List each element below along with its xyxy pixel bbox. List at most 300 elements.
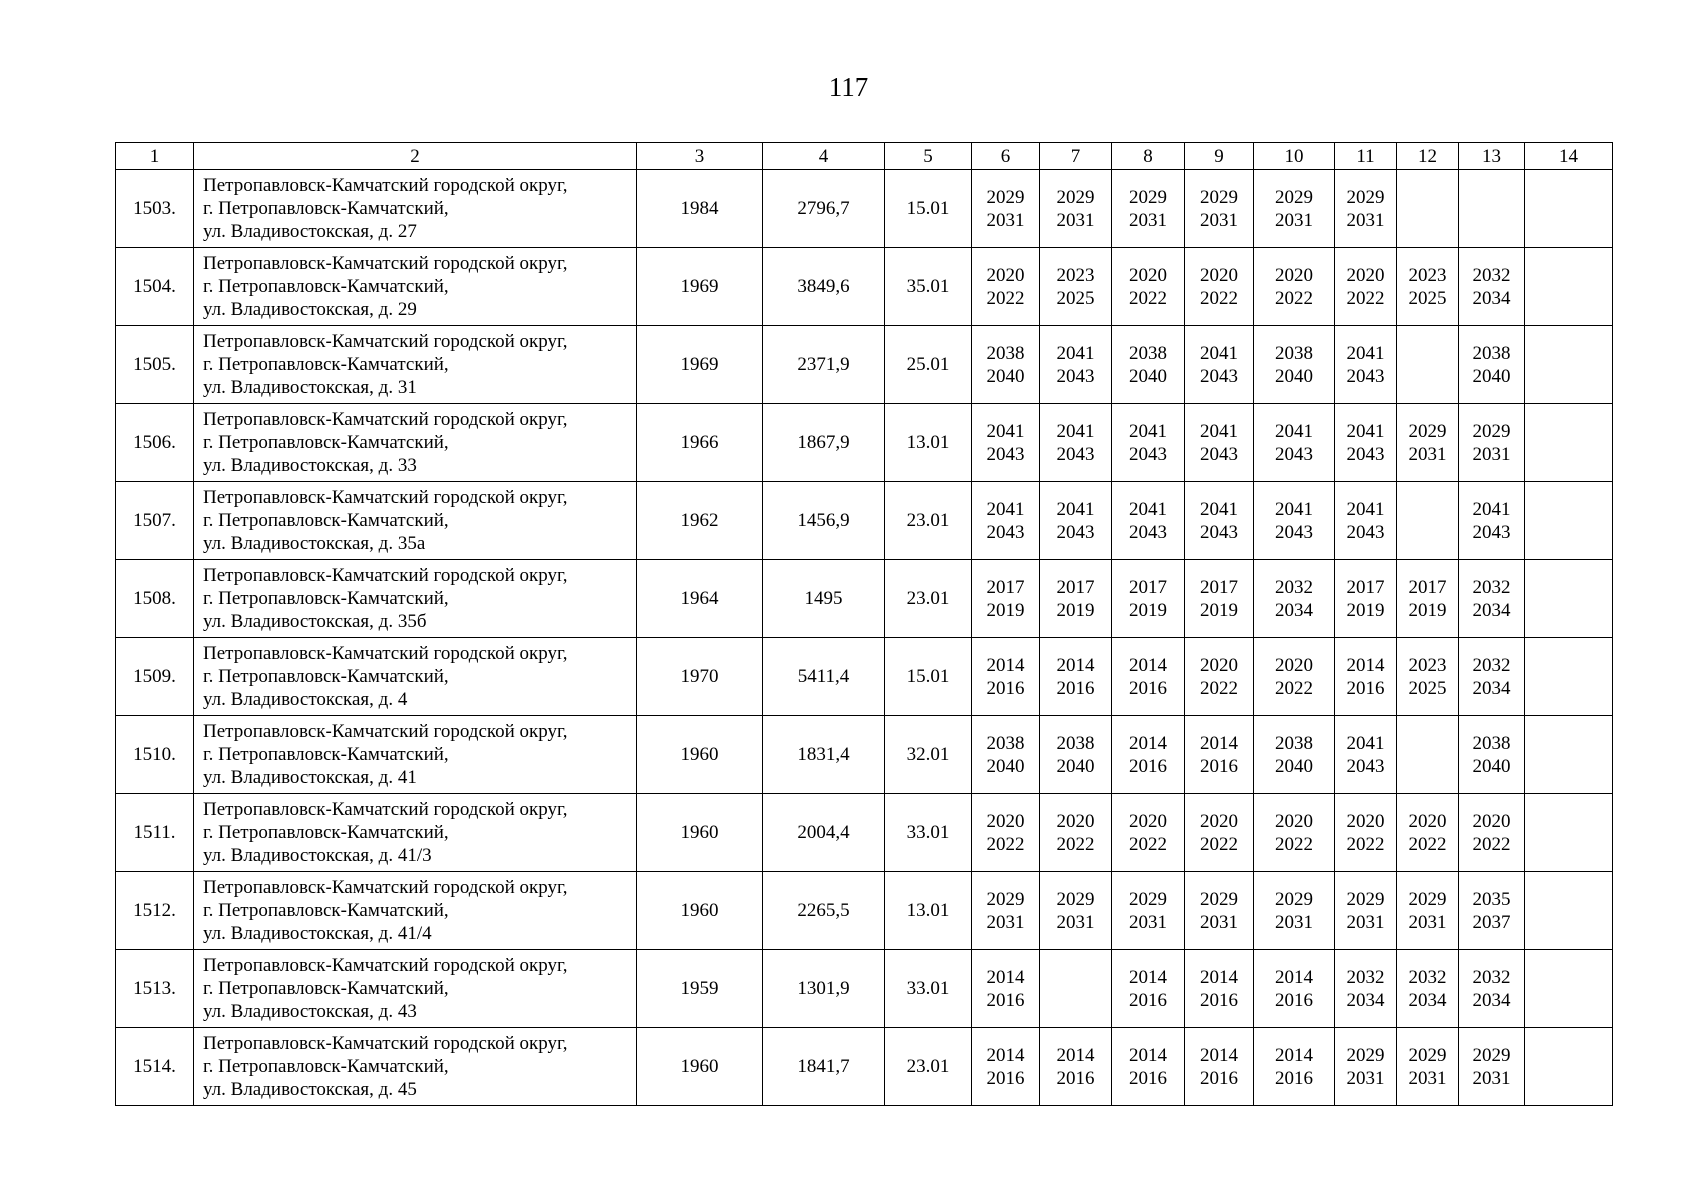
period-cell (1397, 248, 1459, 326)
period-end: 2031 (1346, 1067, 1385, 1089)
period-start: 2038 (986, 732, 1025, 754)
period-start: 2032 (1472, 966, 1511, 988)
period-start: 2038 (1056, 732, 1095, 754)
period-cell (1525, 170, 1613, 248)
period-cell (1335, 794, 1397, 872)
period-end: 2016 (1275, 989, 1313, 1011)
address-cell (194, 404, 637, 482)
period-end: 2034 (1472, 599, 1511, 621)
row-number: 1504. (116, 248, 194, 326)
period-end: 2025 (1056, 287, 1095, 309)
table-row (116, 560, 1613, 638)
period-end: 2031 (1275, 911, 1313, 933)
period-cell (1112, 1028, 1185, 1106)
period-end: 2043 (1346, 755, 1385, 777)
column-header: 3 (637, 143, 763, 170)
period-cell (1335, 560, 1397, 638)
code-cell: 35.01 (885, 248, 972, 326)
area-cell: 1301,9 (763, 950, 885, 1028)
period-cell (972, 794, 1040, 872)
period-start: 2020 (986, 810, 1025, 832)
period-cell (1254, 404, 1335, 482)
period-end: 2025 (1408, 677, 1447, 699)
period-cell (1185, 950, 1254, 1028)
period-cell (1254, 872, 1335, 950)
period-cell (972, 950, 1040, 1028)
period-start: 2017 (986, 576, 1025, 598)
period-start: 2029 (1408, 420, 1447, 442)
period-end: 2043 (1200, 443, 1238, 465)
period-end: 2022 (1275, 833, 1313, 855)
period-cell (972, 716, 1040, 794)
period-start: 2038 (1275, 342, 1313, 364)
address-line: ул. Владивостокская, д. 29 (203, 299, 417, 320)
period-start: 2023 (1056, 264, 1095, 286)
period-cell (1112, 326, 1185, 404)
table-row (116, 404, 1613, 482)
period-end: 2043 (1129, 521, 1167, 543)
period-end: 2031 (1129, 911, 1167, 933)
period-end: 2043 (1472, 521, 1511, 543)
period-end: 2043 (1200, 521, 1238, 543)
period-cell (1254, 794, 1335, 872)
period-start: 2032 (1472, 576, 1511, 598)
year-cell: 1966 (637, 404, 763, 482)
address-cell (194, 638, 637, 716)
period-end: 2016 (1200, 989, 1238, 1011)
address-line: Петропавловск-Камчатский городской округ, (203, 409, 568, 430)
row-number: 1506. (116, 404, 194, 482)
period-cell (1185, 326, 1254, 404)
period-start: 2029 (1472, 420, 1511, 442)
period-cell (1185, 560, 1254, 638)
period-start: 2041 (986, 420, 1025, 442)
period-cell (1335, 716, 1397, 794)
period-end: 2022 (986, 287, 1025, 309)
period-start: 2014 (1200, 732, 1238, 754)
table-row (116, 248, 1613, 326)
period-cell (1254, 326, 1335, 404)
period-end: 2034 (1472, 287, 1511, 309)
period-end: 2022 (1408, 833, 1447, 855)
row-number: 1513. (116, 950, 194, 1028)
period-end: 2022 (1129, 833, 1167, 855)
period-start: 2014 (986, 654, 1025, 676)
period-end: 2022 (1129, 287, 1167, 309)
period-start: 2029 (1129, 888, 1167, 910)
table-row (116, 872, 1613, 950)
period-start: 2014 (986, 1044, 1025, 1066)
area-cell: 5411,4 (763, 638, 885, 716)
period-cell (1185, 248, 1254, 326)
period-end: 2040 (1129, 365, 1167, 387)
period-cell (1525, 482, 1613, 560)
area-cell: 2004,4 (763, 794, 885, 872)
address-line: Петропавловск-Камчатский городской округ, (203, 331, 568, 352)
period-end: 2031 (986, 911, 1025, 933)
period-cell (1335, 638, 1397, 716)
period-cell (1397, 404, 1459, 482)
row-number: 1512. (116, 872, 194, 950)
period-start: 2020 (1129, 810, 1167, 832)
period-end: 2040 (1472, 365, 1511, 387)
period-end: 2043 (1200, 365, 1238, 387)
address-line: г. Петропавловск-Камчатский, (203, 588, 449, 609)
period-end: 2022 (1056, 833, 1095, 855)
row-number: 1507. (116, 482, 194, 560)
period-start: 2041 (1056, 420, 1095, 442)
period-end: 2040 (986, 365, 1025, 387)
period-start: 2041 (1346, 420, 1385, 442)
address-line: г. Петропавловск-Камчатский, (203, 510, 449, 531)
code-cell: 23.01 (885, 1028, 972, 1106)
row-number: 1510. (116, 716, 194, 794)
table-row (116, 170, 1613, 248)
year-cell: 1960 (637, 1028, 763, 1106)
address-line: ул. Владивостокская, д. 41/4 (203, 923, 432, 944)
period-start: 2014 (1129, 1044, 1167, 1066)
period-start: 2041 (1200, 342, 1238, 364)
period-cell (1525, 326, 1613, 404)
period-end: 2031 (1472, 443, 1511, 465)
period-end: 2019 (1129, 599, 1167, 621)
period-cell (1335, 248, 1397, 326)
period-cell (1397, 638, 1459, 716)
code-cell: 33.01 (885, 950, 972, 1028)
period-cell (1112, 872, 1185, 950)
period-cell (1459, 716, 1525, 794)
period-cell (972, 326, 1040, 404)
period-cell (1040, 716, 1112, 794)
period-cell (1459, 1028, 1525, 1106)
period-start: 2041 (1275, 420, 1313, 442)
address-line: Петропавловск-Камчатский городской округ, (203, 487, 568, 508)
period-end: 2022 (1275, 287, 1313, 309)
period-cell (1397, 326, 1459, 404)
area-cell: 1841,7 (763, 1028, 885, 1106)
period-cell (1112, 560, 1185, 638)
period-end: 2022 (1200, 833, 1238, 855)
period-end: 2040 (1056, 755, 1095, 777)
period-end: 2019 (986, 599, 1025, 621)
period-cell (1459, 326, 1525, 404)
period-start: 2041 (1346, 498, 1385, 520)
address-cell (194, 950, 637, 1028)
period-cell (1525, 560, 1613, 638)
period-start: 2017 (1200, 576, 1238, 598)
period-cell (1112, 482, 1185, 560)
code-cell: 25.01 (885, 326, 972, 404)
period-start: 2023 (1408, 654, 1447, 676)
period-start: 2014 (1129, 654, 1167, 676)
period-start: 2014 (1200, 1044, 1238, 1066)
period-end: 2016 (1056, 1067, 1095, 1089)
table-row (116, 638, 1613, 716)
period-start: 2029 (1346, 186, 1385, 208)
area-cell: 1867,9 (763, 404, 885, 482)
period-end: 2022 (1472, 833, 1511, 855)
period-start: 2014 (1200, 966, 1238, 988)
period-cell (1112, 170, 1185, 248)
period-end: 2016 (986, 989, 1025, 1011)
period-cell (1040, 170, 1112, 248)
period-cell (972, 170, 1040, 248)
address-cell (194, 560, 637, 638)
address-line: Петропавловск-Камчатский городской округ, (203, 253, 568, 274)
period-start: 2029 (1056, 888, 1095, 910)
period-end: 2031 (1200, 209, 1238, 231)
period-start: 2029 (986, 186, 1025, 208)
period-end: 2034 (1472, 989, 1511, 1011)
period-cell (1335, 170, 1397, 248)
area-cell: 1456,9 (763, 482, 885, 560)
period-cell (1525, 404, 1613, 482)
period-end: 2043 (1275, 443, 1313, 465)
address-cell (194, 794, 637, 872)
address-line: ул. Владивостокская, д. 35б (203, 611, 427, 632)
period-start: 2041 (986, 498, 1025, 520)
period-cell (1040, 794, 1112, 872)
address-line: г. Петропавловск-Камчатский, (203, 276, 449, 297)
code-cell: 33.01 (885, 794, 972, 872)
period-start: 2020 (1129, 264, 1167, 286)
address-line: Петропавловск-Камчатский городской округ, (203, 721, 568, 742)
period-end: 2016 (1056, 677, 1095, 699)
column-header: 5 (885, 143, 972, 170)
period-start: 2041 (1346, 732, 1385, 754)
column-header: 10 (1254, 143, 1335, 170)
period-end: 2022 (1200, 677, 1238, 699)
period-start: 2029 (1129, 186, 1167, 208)
period-start: 2035 (1472, 888, 1511, 910)
period-cell (1335, 1028, 1397, 1106)
period-cell (1397, 872, 1459, 950)
area-cell: 3849,6 (763, 248, 885, 326)
address-line: г. Петропавловск-Камчатский, (203, 354, 449, 375)
period-end: 2037 (1472, 911, 1511, 933)
period-cell (1459, 248, 1525, 326)
period-end: 2016 (986, 677, 1025, 699)
period-cell (972, 638, 1040, 716)
period-end: 2016 (986, 1067, 1025, 1089)
period-end: 2040 (1472, 755, 1511, 777)
period-end: 2040 (986, 755, 1025, 777)
period-cell (1112, 794, 1185, 872)
period-start: 2029 (1275, 888, 1313, 910)
address-line: Петропавловск-Камчатский городской округ, (203, 175, 568, 196)
period-end: 2031 (1275, 209, 1313, 231)
period-end: 2043 (1346, 443, 1385, 465)
period-start: 2020 (1275, 654, 1313, 676)
period-start: 2038 (1472, 732, 1511, 754)
period-end: 2019 (1056, 599, 1095, 621)
period-end: 2025 (1408, 287, 1447, 309)
period-end: 2031 (1056, 209, 1095, 231)
period-end: 2019 (1200, 599, 1238, 621)
period-cell (1185, 638, 1254, 716)
period-cell (1525, 794, 1613, 872)
period-cell (1254, 1028, 1335, 1106)
year-cell: 1970 (637, 638, 763, 716)
period-cell (1112, 248, 1185, 326)
period-start: 2020 (1200, 264, 1238, 286)
period-cell (1525, 638, 1613, 716)
code-cell: 13.01 (885, 872, 972, 950)
period-start: 2041 (1275, 498, 1313, 520)
year-cell: 1984 (637, 170, 763, 248)
address-line: ул. Владивостокская, д. 45 (203, 1079, 417, 1100)
address-line: ул. Владивостокская, д. 41/3 (203, 845, 432, 866)
code-cell: 23.01 (885, 560, 972, 638)
address-line: Петропавловск-Камчатский городской округ, (203, 1033, 568, 1054)
period-end: 2031 (1408, 911, 1447, 933)
period-start: 2014 (986, 966, 1025, 988)
period-end: 2040 (1275, 755, 1313, 777)
period-cell (1112, 716, 1185, 794)
address-cell (194, 872, 637, 950)
period-cell (1185, 170, 1254, 248)
period-start: 2017 (1129, 576, 1167, 598)
period-end: 2016 (1129, 1067, 1167, 1089)
address-cell (194, 170, 637, 248)
period-end: 2031 (1346, 911, 1385, 933)
column-header: 1 (116, 143, 194, 170)
period-start: 2020 (1346, 810, 1385, 832)
period-cell (972, 872, 1040, 950)
column-header: 8 (1112, 143, 1185, 170)
period-end: 2043 (1056, 443, 1095, 465)
period-start: 2038 (986, 342, 1025, 364)
address-line: ул. Владивостокская, д. 41 (203, 767, 417, 788)
address-line: г. Петропавловск-Камчатский, (203, 1056, 449, 1077)
column-header: 9 (1185, 143, 1254, 170)
row-number: 1503. (116, 170, 194, 248)
table-row (116, 716, 1613, 794)
period-end: 2043 (1275, 521, 1313, 543)
period-start: 2032 (1275, 576, 1313, 598)
period-cell (1459, 638, 1525, 716)
period-cell (1397, 950, 1459, 1028)
period-cell (1335, 326, 1397, 404)
period-start: 2014 (1056, 654, 1095, 676)
period-start: 2014 (1275, 1044, 1313, 1066)
period-cell (1525, 716, 1613, 794)
period-end: 2043 (1129, 443, 1167, 465)
area-cell: 2796,7 (763, 170, 885, 248)
period-start: 2029 (1200, 888, 1238, 910)
year-cell: 1960 (637, 872, 763, 950)
period-cell (1525, 248, 1613, 326)
period-cell (1040, 638, 1112, 716)
period-cell (1459, 560, 1525, 638)
code-cell: 32.01 (885, 716, 972, 794)
period-start: 2029 (986, 888, 1025, 910)
period-end: 2022 (1346, 833, 1385, 855)
column-header: 4 (763, 143, 885, 170)
table-row (116, 950, 1613, 1028)
code-cell: 13.01 (885, 404, 972, 482)
period-end: 2031 (986, 209, 1025, 231)
address-line: Петропавловск-Камчатский городской округ, (203, 565, 568, 586)
period-end: 2031 (1472, 1067, 1511, 1089)
period-cell (972, 560, 1040, 638)
period-start: 2020 (986, 264, 1025, 286)
address-line: ул. Владивостокская, д. 4 (203, 689, 408, 710)
period-start: 2014 (1275, 966, 1313, 988)
address-line: г. Петропавловск-Камчатский, (203, 822, 449, 843)
table-row (116, 794, 1613, 872)
period-start: 2029 (1200, 186, 1238, 208)
period-start: 2029 (1408, 1044, 1447, 1066)
period-cell (1112, 638, 1185, 716)
period-start: 2020 (1056, 810, 1095, 832)
period-end: 2016 (1129, 677, 1167, 699)
period-cell (1254, 560, 1335, 638)
period-cell (1254, 716, 1335, 794)
period-end: 2016 (1129, 989, 1167, 1011)
period-start: 2041 (1129, 420, 1167, 442)
period-start: 2041 (1472, 498, 1511, 520)
period-start: 2041 (1346, 342, 1385, 364)
address-line: Петропавловск-Камчатский городской округ, (203, 877, 568, 898)
page-number: 117 (828, 72, 869, 102)
period-end: 2031 (1200, 911, 1238, 933)
period-end: 2022 (1200, 287, 1238, 309)
period-start: 2020 (1200, 810, 1238, 832)
address-line: ул. Владивостокская, д. 33 (203, 455, 417, 476)
year-cell: 1969 (637, 326, 763, 404)
period-end: 2043 (1346, 521, 1385, 543)
area-cell: 2265,5 (763, 872, 885, 950)
address-line: г. Петропавловск-Камчатский, (203, 198, 449, 219)
period-cell (1397, 170, 1459, 248)
address-line: Петропавловск-Камчатский городской округ, (203, 643, 568, 664)
row-number: 1511. (116, 794, 194, 872)
period-end: 2016 (1200, 1067, 1238, 1089)
period-end: 2034 (1408, 989, 1447, 1011)
period-cell (1459, 872, 1525, 950)
address-line: г. Петропавловск-Камчатский, (203, 978, 449, 999)
code-cell: 15.01 (885, 170, 972, 248)
period-cell (1397, 716, 1459, 794)
period-cell (1040, 560, 1112, 638)
period-start: 2014 (1346, 654, 1385, 676)
period-start: 2017 (1056, 576, 1095, 598)
address-line: Петропавловск-Камчатский городской округ, (203, 799, 568, 820)
period-cell (1397, 794, 1459, 872)
address-line: г. Петропавловск-Камчатский, (203, 666, 449, 687)
code-cell: 23.01 (885, 482, 972, 560)
period-start: 2023 (1408, 264, 1447, 286)
period-start: 2029 (1408, 888, 1447, 910)
period-start: 2038 (1472, 342, 1511, 364)
period-cell (972, 404, 1040, 482)
period-start: 2041 (1056, 342, 1095, 364)
period-cell (1525, 872, 1613, 950)
period-end: 2043 (1056, 521, 1095, 543)
column-header: 7 (1040, 143, 1112, 170)
header-row (116, 143, 1613, 170)
row-number: 1509. (116, 638, 194, 716)
period-cell (1525, 1028, 1613, 1106)
period-start: 2014 (1056, 1044, 1095, 1066)
area-cell: 1495 (763, 560, 885, 638)
row-number: 1505. (116, 326, 194, 404)
year-cell: 1964 (637, 560, 763, 638)
period-end: 2022 (1275, 677, 1313, 699)
period-cell (1185, 482, 1254, 560)
period-end: 2043 (986, 521, 1025, 543)
